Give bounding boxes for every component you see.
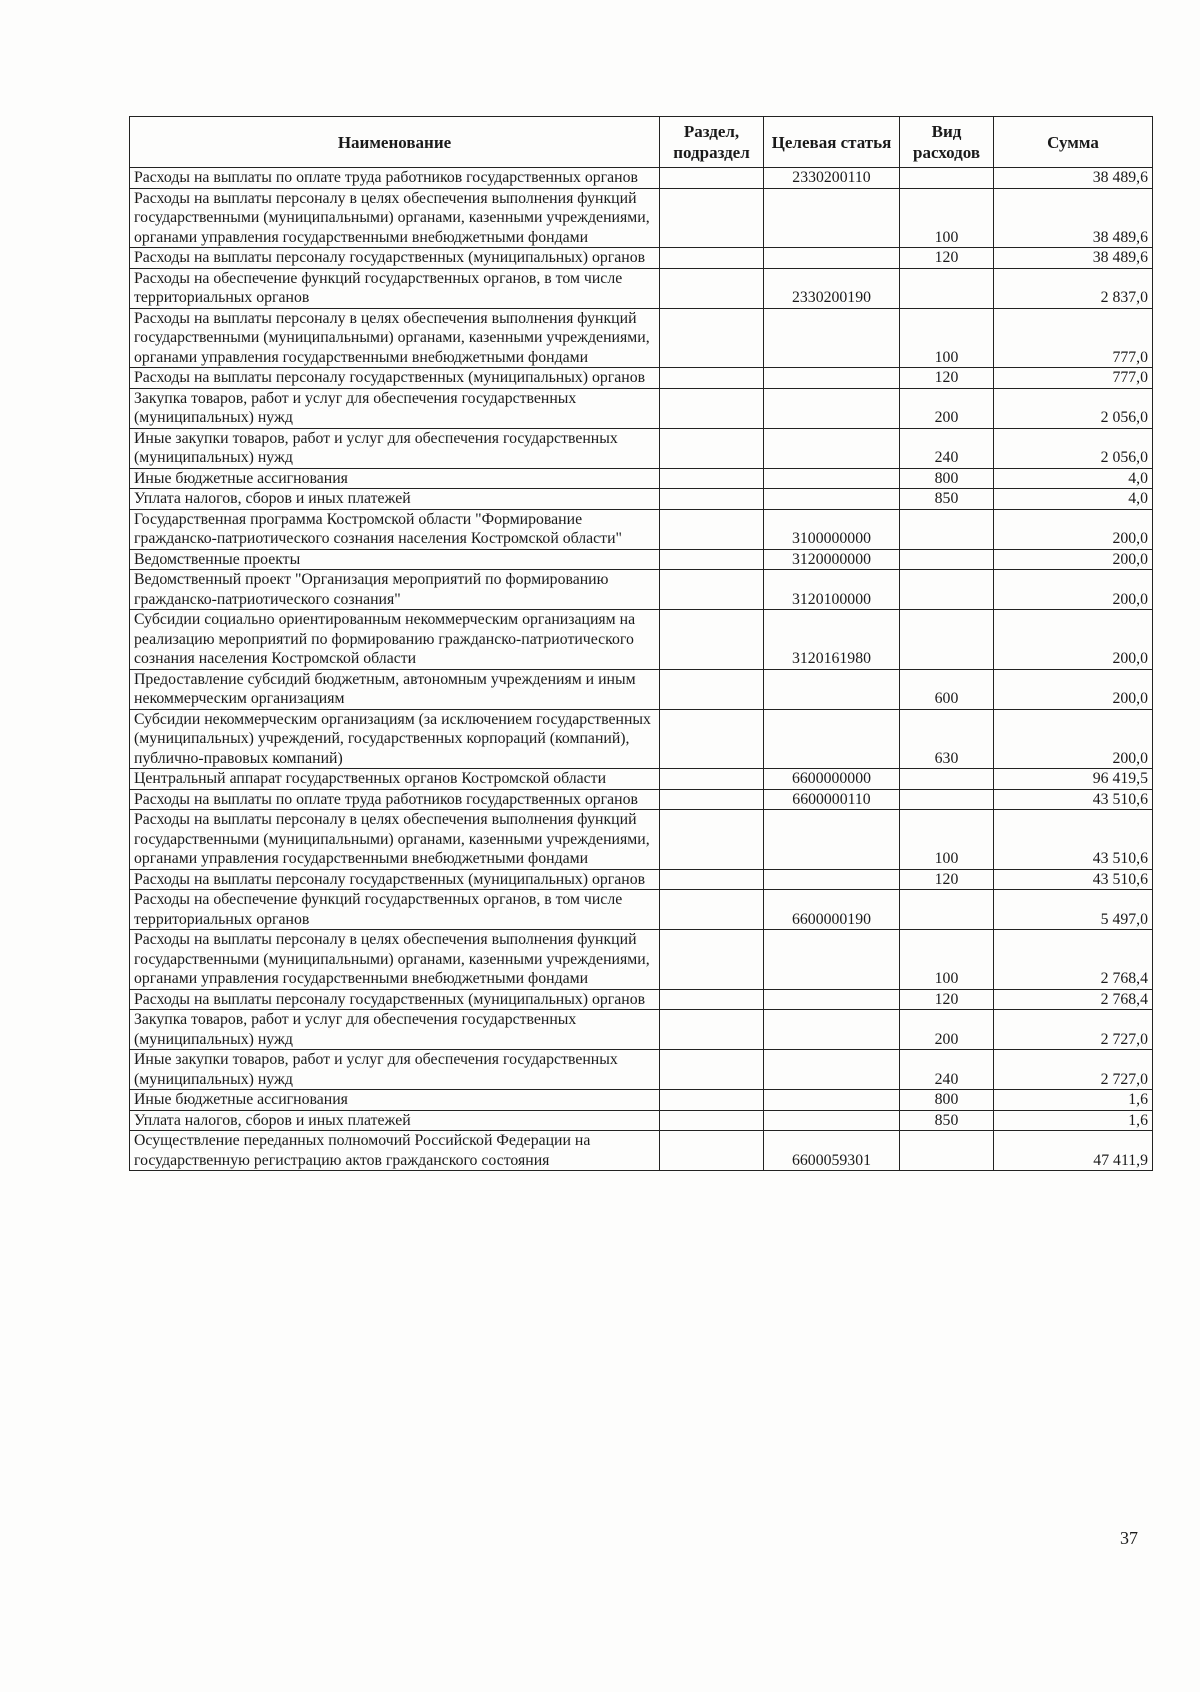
row-kind-cell: 100 [900, 810, 994, 870]
table-row [130, 1090, 1153, 1111]
row-name-cell: Расходы на выплаты персоналу в целях обеспечения выполнения функций государственными (муниципальными) органами, казенными учреждениями, органами управления государственными внебюджетными фондами [130, 810, 660, 870]
row-sum-cell: 2 837,0 [994, 268, 1153, 308]
row-sum-cell: 2 056,0 [994, 388, 1153, 428]
row-section-cell [660, 248, 764, 269]
row-name-cell: Расходы на выплаты персоналу государственных (муниципальных) органов [130, 869, 660, 890]
row-section-cell [660, 188, 764, 248]
row-section-cell [660, 1050, 764, 1090]
row-name-cell: Закупка товаров, работ и услуг для обеспечения государственных (муниципальных) нужд [130, 1010, 660, 1050]
header-sum: Сумма [994, 117, 1153, 168]
row-sum-cell: 777,0 [994, 368, 1153, 389]
row-article-cell: 6600059301 [764, 1131, 900, 1171]
row-article-cell: 3120161980 [764, 610, 900, 670]
row-article-cell [764, 489, 900, 510]
row-name-cell: Расходы на выплаты персоналу государственных (муниципальных) органов [130, 989, 660, 1010]
header-article: Целевая статья [764, 117, 900, 168]
row-name-cell: Субсидии некоммерческим организациям (за исключением государственных (муниципальных) учреждений, государственных корпораций (компаний), публично-правовых компаний) [130, 709, 660, 769]
row-kind-cell [900, 769, 994, 790]
header-name: Наименование [130, 117, 660, 168]
row-kind-cell [900, 268, 994, 308]
row-kind-cell: 200 [900, 388, 994, 428]
row-kind-cell: 100 [900, 188, 994, 248]
table-row [130, 509, 1153, 549]
row-name-cell: Уплата налогов, сборов и иных платежей [130, 1110, 660, 1131]
row-section-cell [660, 709, 764, 769]
row-name-cell: Расходы на выплаты персоналу в целях обеспечения выполнения функций государственными (муниципальными) органами, казенными учреждениями, органами управления государственными внебюджетными фондами [130, 308, 660, 368]
row-section-cell [660, 869, 764, 890]
row-article-cell [764, 188, 900, 248]
row-article-cell: 6600000000 [764, 769, 900, 790]
row-kind-cell [900, 610, 994, 670]
row-sum-cell: 38 489,6 [994, 188, 1153, 248]
row-kind-cell: 850 [900, 489, 994, 510]
row-name-cell: Центральный аппарат государственных органов Костромской области [130, 769, 660, 790]
row-article-cell [764, 930, 900, 990]
table-row [130, 930, 1153, 990]
row-section-cell [660, 168, 764, 189]
row-sum-cell: 200,0 [994, 610, 1153, 670]
row-sum-cell: 2 727,0 [994, 1010, 1153, 1050]
row-kind-cell: 120 [900, 248, 994, 269]
row-kind-cell [900, 168, 994, 189]
table-row [130, 789, 1153, 810]
table-row [130, 549, 1153, 570]
row-sum-cell: 4,0 [994, 468, 1153, 489]
row-sum-cell: 2 768,4 [994, 989, 1153, 1010]
row-kind-cell: 100 [900, 308, 994, 368]
row-article-cell [764, 388, 900, 428]
table-row [130, 168, 1153, 189]
row-article-cell [764, 468, 900, 489]
row-article-cell [764, 1110, 900, 1131]
row-name-cell: Расходы на выплаты по оплате труда работников государственных органов [130, 168, 660, 189]
row-section-cell [660, 810, 764, 870]
row-section-cell [660, 268, 764, 308]
row-section-cell [660, 1131, 764, 1171]
table-row [130, 769, 1153, 790]
row-kind-cell: 120 [900, 869, 994, 890]
row-section-cell [660, 1010, 764, 1050]
table-row [130, 1010, 1153, 1050]
row-article-cell [764, 810, 900, 870]
row-name-cell: Иные бюджетные ассигнования [130, 468, 660, 489]
row-sum-cell: 2 056,0 [994, 428, 1153, 468]
row-section-cell [660, 428, 764, 468]
row-kind-cell [900, 570, 994, 610]
row-sum-cell: 200,0 [994, 709, 1153, 769]
row-sum-cell: 200,0 [994, 509, 1153, 549]
row-name-cell: Расходы на обеспечение функций государственных органов, в том числе территориальных органов [130, 890, 660, 930]
table-row [130, 1131, 1153, 1171]
row-name-cell: Расходы на выплаты по оплате труда работников государственных органов [130, 789, 660, 810]
table-row [130, 308, 1153, 368]
table-row [130, 610, 1153, 670]
table-row [130, 810, 1153, 870]
row-name-cell: Ведомственный проект "Организация мероприятий по формированию гражданско-патриотического сознания" [130, 570, 660, 610]
row-kind-cell: 800 [900, 468, 994, 489]
table-row [130, 869, 1153, 890]
row-sum-cell: 200,0 [994, 549, 1153, 570]
row-kind-cell: 800 [900, 1090, 994, 1111]
row-name-cell: Предоставление субсидий бюджетным, автономным учреждениям и иным некоммерческим организациям [130, 669, 660, 709]
row-sum-cell: 38 489,6 [994, 248, 1153, 269]
row-article-cell [764, 1090, 900, 1111]
row-article-cell [764, 368, 900, 389]
row-sum-cell: 43 510,6 [994, 810, 1153, 870]
row-article-cell [764, 709, 900, 769]
row-kind-cell [900, 509, 994, 549]
row-section-cell [660, 989, 764, 1010]
row-kind-cell: 630 [900, 709, 994, 769]
row-article-cell [764, 248, 900, 269]
row-article-cell [764, 669, 900, 709]
table-row [130, 890, 1153, 930]
row-section-cell [660, 769, 764, 790]
row-name-cell: Субсидии социально ориентированным некоммерческим организациям на реализацию мероприятий по формированию гражданско-патриотического сознания населения Костромской области [130, 610, 660, 670]
row-section-cell [660, 509, 764, 549]
row-kind-cell: 600 [900, 669, 994, 709]
table-row [130, 468, 1153, 489]
row-kind-cell: 120 [900, 989, 994, 1010]
row-sum-cell: 43 510,6 [994, 869, 1153, 890]
row-name-cell: Ведомственные проекты [130, 549, 660, 570]
table-row [130, 188, 1153, 248]
row-sum-cell: 2 727,0 [994, 1050, 1153, 1090]
row-name-cell: Расходы на выплаты персоналу государственных (муниципальных) органов [130, 368, 660, 389]
row-kind-cell: 240 [900, 428, 994, 468]
row-article-cell: 3120000000 [764, 549, 900, 570]
table-row [130, 570, 1153, 610]
table-row [130, 268, 1153, 308]
row-section-cell [660, 669, 764, 709]
row-sum-cell: 96 419,5 [994, 769, 1153, 790]
header-section: Раздел, подраздел [660, 117, 764, 168]
row-article-cell: 2330200190 [764, 268, 900, 308]
table-row [130, 388, 1153, 428]
row-name-cell: Расходы на обеспечение функций государственных органов, в том числе территориальных органов [130, 268, 660, 308]
row-section-cell [660, 489, 764, 510]
row-sum-cell: 200,0 [994, 669, 1153, 709]
row-name-cell: Закупка товаров, работ и услуг для обеспечения государственных (муниципальных) нужд [130, 388, 660, 428]
row-article-cell [764, 308, 900, 368]
row-article-cell [764, 869, 900, 890]
table-row [130, 368, 1153, 389]
row-section-cell [660, 1110, 764, 1131]
row-sum-cell: 1,6 [994, 1110, 1153, 1131]
table-row [130, 428, 1153, 468]
row-kind-cell: 120 [900, 368, 994, 389]
row-article-cell: 6600000110 [764, 789, 900, 810]
table-header-row [130, 117, 1153, 168]
table-row [130, 1110, 1153, 1131]
row-name-cell: Государственная программа Костромской области "Формирование гражданско-патриотического сознания населения Костромской области" [130, 509, 660, 549]
row-name-cell: Иные закупки товаров, работ и услуг для обеспечения государственных (муниципальных) нужд [130, 428, 660, 468]
row-name-cell: Расходы на выплаты персоналу в целях обеспечения выполнения функций государственными (муниципальными) органами, казенными учреждениями, органами управления государственными внебюджетными фондами [130, 188, 660, 248]
row-sum-cell: 200,0 [994, 570, 1153, 610]
row-section-cell [660, 549, 764, 570]
row-kind-cell [900, 549, 994, 570]
row-kind-cell: 100 [900, 930, 994, 990]
row-article-cell [764, 428, 900, 468]
row-article-cell [764, 1010, 900, 1050]
row-article-cell [764, 1050, 900, 1090]
table-row [130, 1050, 1153, 1090]
row-name-cell: Иные закупки товаров, работ и услуг для обеспечения государственных (муниципальных) нужд [130, 1050, 660, 1090]
row-article-cell: 6600000190 [764, 890, 900, 930]
table-row [130, 248, 1153, 269]
row-sum-cell: 38 489,6 [994, 168, 1153, 189]
row-sum-cell: 2 768,4 [994, 930, 1153, 990]
row-kind-cell [900, 1131, 994, 1171]
row-sum-cell: 1,6 [994, 1090, 1153, 1111]
row-section-cell [660, 388, 764, 428]
table-row [130, 669, 1153, 709]
row-article-cell [764, 989, 900, 1010]
table-row [130, 489, 1153, 510]
row-section-cell [660, 468, 764, 489]
row-name-cell: Иные бюджетные ассигнования [130, 1090, 660, 1111]
row-article-cell: 2330200110 [764, 168, 900, 189]
row-section-cell [660, 930, 764, 990]
row-section-cell [660, 368, 764, 389]
row-section-cell [660, 789, 764, 810]
row-sum-cell: 4,0 [994, 489, 1153, 510]
row-sum-cell: 5 497,0 [994, 890, 1153, 930]
row-kind-cell [900, 890, 994, 930]
row-kind-cell: 240 [900, 1050, 994, 1090]
row-name-cell: Расходы на выплаты персоналу в целях обеспечения выполнения функций государственными (муниципальными) органами, казенными учреждениями, органами управления государственными внебюджетными фондами [130, 930, 660, 990]
row-article-cell: 3120100000 [764, 570, 900, 610]
header-kind: Вид расходов [900, 117, 994, 168]
row-sum-cell: 43 510,6 [994, 789, 1153, 810]
row-section-cell [660, 890, 764, 930]
row-section-cell [660, 610, 764, 670]
table-row [130, 709, 1153, 769]
row-name-cell: Уплата налогов, сборов и иных платежей [130, 489, 660, 510]
table-row [130, 989, 1153, 1010]
row-sum-cell: 47 411,9 [994, 1131, 1153, 1171]
row-name-cell: Осуществление переданных полномочий Российской Федерации на государственную регистрацию актов гражданского состояния [130, 1131, 660, 1171]
row-sum-cell: 777,0 [994, 308, 1153, 368]
row-section-cell [660, 570, 764, 610]
page-number: 37 [1120, 1528, 1138, 1548]
budget-table [129, 116, 1153, 1171]
row-name-cell: Расходы на выплаты персоналу государственных (муниципальных) органов [130, 248, 660, 269]
row-kind-cell: 200 [900, 1010, 994, 1050]
row-kind-cell [900, 789, 994, 810]
row-article-cell: 3100000000 [764, 509, 900, 549]
row-kind-cell: 850 [900, 1110, 994, 1131]
row-section-cell [660, 1090, 764, 1111]
row-section-cell [660, 308, 764, 368]
